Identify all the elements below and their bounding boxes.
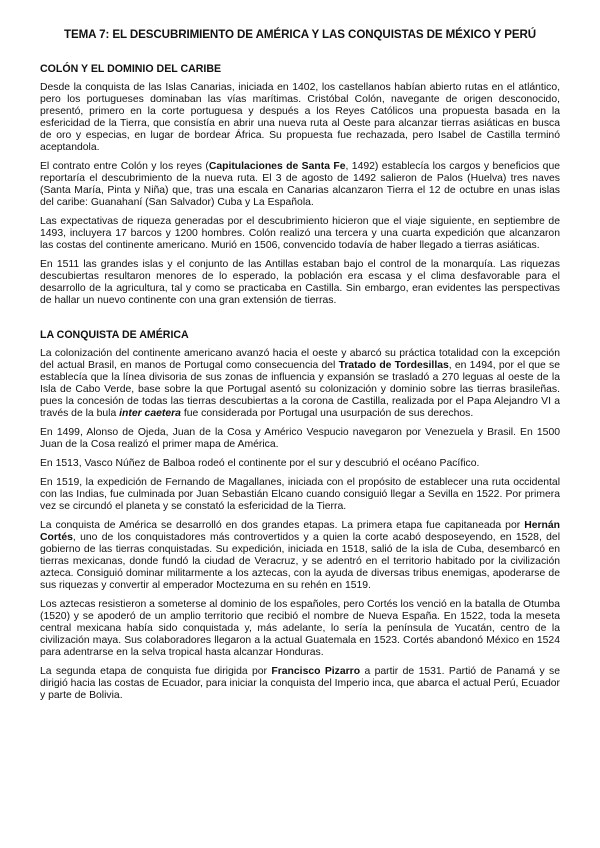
document-title: TEMA 7: EL DESCUBRIMIENTO DE AMÉRICA Y LAS CONQUISTAS DE MÉXICO Y PERÚ	[63, 28, 537, 41]
section-heading: LA CONQUISTA DE AMÉRICA	[40, 329, 189, 341]
paragraph	[40, 477, 560, 513]
paragraph	[40, 427, 560, 451]
section-conquista	[40, 329, 560, 702]
paragraph	[40, 458, 560, 470]
paragraph	[40, 599, 560, 659]
emphasized-text: Francisco Pizarro	[271, 666, 361, 677]
text-run: fue considerada por Portugal una usurpación de sus derechos.	[180, 408, 474, 419]
text-run: El contrato entre Colón y los reyes (	[40, 161, 209, 172]
text-run: , 1492) establecía los cargos y beneficios que reportaría el descubrimiento de la nueva ruta. El 3 de agosto de 1492 salieron de Palos (Huelva) tres naves (Santa María, Pinta y Niña) que, tras una escala en Canarias alcanzaron Tierra el 12 de octubre en unas islas del caribe: Guanahaní (San Salvador) Cuba y La Española.	[40, 161, 560, 208]
emphasized-text: inter caetera	[119, 408, 181, 419]
text-run: Desde la conquista de las Islas Canarias, iniciada en 1402, los castellanos habían abierto rutas en el atlántico, pero los portugueses dominaban las vías marítimas. Cristóbal Colón, navegante de origen desconocido, presentó, primero en la corte portuguesa y después a los Reyes Católicos una propuesta basada en la esfericidad de la Tierra, que consistía en abrir una nueva ruta al Oeste para alcanzar tierras asiáticas en busca de oro y especias, en lugar de bordear África. Su propuesta fue rechazada, pero Isabel de Castilla terminó aceptandola.	[40, 82, 560, 153]
text-run: , uno de los conquistadores más controvertidos y a quien la corte acabó desposeyendo, en 1528, del gobierno de las tierras conquistadas. Su expedición, iniciada en 1518, salió de la isla de Cuba, desembarcó en tierras mexicanas, donde fundó la ciudad de Veracruz, y se adentró en el territorio habitado por la civilización azteca. Consiguió dominar militarmente a los aztecas, con la ayuda de diversas tribus enemigas, apoderarse de sus riquezas y convertir al emperador Moctezuma en su rehén en 1519.	[40, 532, 560, 591]
text-run: , en 1494, por el que se establecía que la línea divisoria de sus zonas de influencia y expansión se trasladó a 270 leguas al oeste de la Isla de Cabo Verde, base sobre la que Portugal asentó su colonización y dominio sobre las tierras brasileñas. pues la concesión de todas las tierras descubiertas a la corona de Castilla, realizada por el Papa Alejandro VI a través de la bula	[40, 360, 560, 419]
text-run: Los aztecas resistieron a someterse al dominio de los españoles, pero Cortés los venció en la batalla de Otumba (1520) y se apoderó de un amplio territorio que recibió el nombre de Nueva España. En 1522, toda la meseta central mexicana había sido conquistada y, más adelante, lo sería la península de Yucatán, centro de la civilización maya. Sus colaboradores llegaron a la actual Guatemala en 1523. Cortés abandonó México en 1524 para adentrarse en la selva tropical hasta alcanzar Honduras.	[40, 599, 560, 658]
text-run: En 1499, Alonso de Ojeda, Juan de la Cosa y Américo Vespucio navegaron por Venezuela y Brasil. En 1500 Juan de la Cosa realizó el primer mapa de América.	[40, 427, 560, 450]
text-run: La colonización del continente americano avanzó hacia el oeste y abarcó su práctica totalidad con la excepción del actual Brasil, en manos de Portugal como consecuencia del	[40, 348, 560, 371]
text-run: En 1511 las grandes islas y el conjunto de las Antillas estaban bajo el control de la monarquía. Las riquezas descubiertas resultaron menores de lo esperado, la población era escasa y el clima desfavorable para el desarrollo de la agricultura, tal y como se practicaba en Castilla. Sin embargo, eran evidentes las perspectivas de hallar un nuevo continente con una gran extensión de tierras.	[40, 259, 560, 306]
paragraph	[40, 82, 560, 154]
paragraph	[40, 161, 560, 209]
paragraph	[40, 216, 560, 252]
text-run: La conquista de América se desarrolló en dos grandes etapas. La primera etapa fue capitaneada por	[40, 520, 525, 531]
emphasized-text: Tratado de Tordesillas	[338, 360, 449, 371]
paragraph	[40, 666, 560, 702]
emphasized-text: Capitulaciones de Santa Fe	[208, 161, 346, 172]
text-run: Las expectativas de riqueza generadas por el descubrimiento hicieron que el viaje siguiente, en septiembre de 1493, incluyera 17 barcos y 1200 hombres. Colón realizó una tercera y una cuarta expedición que alcanzaron las costas del continente americano. Murió en 1506, convencido todavía de haber llegado a tierras asiáticas.	[40, 216, 560, 251]
paragraph	[40, 259, 560, 307]
section-colon	[40, 63, 560, 307]
emphasized-text: Hernán Cortés	[40, 520, 560, 543]
paragraph	[40, 348, 560, 420]
paragraph	[40, 520, 560, 592]
text-run: a partir de 1531. Partió de Panamá y se dirigió hacia las costas de Ecuador, para iniciar la conquista del Imperio inca, que abarca el actual Perú, Ecuador y parte de Bolivia.	[40, 666, 560, 701]
text-run: En 1519, la expedición de Fernando de Magallanes, iniciada con el propósito de establecer una ruta occidental con las Indias, fue culminada por Juan Sebastián Elcano cuando consiguió llegar a Sevilla en 1522. Por primera vez se circundó el planeta y se constató la esfericidad de la Tierra.	[40, 477, 560, 512]
text-run: En 1513, Vasco Núñez de Balboa rodeó el continente por el sur y descubrió el océano Pacífico.	[40, 458, 480, 469]
text-run: La segunda etapa de conquista fue dirigida por	[40, 666, 272, 677]
section-heading: COLÓN Y EL DOMINIO DEL CARIBE	[40, 63, 222, 75]
